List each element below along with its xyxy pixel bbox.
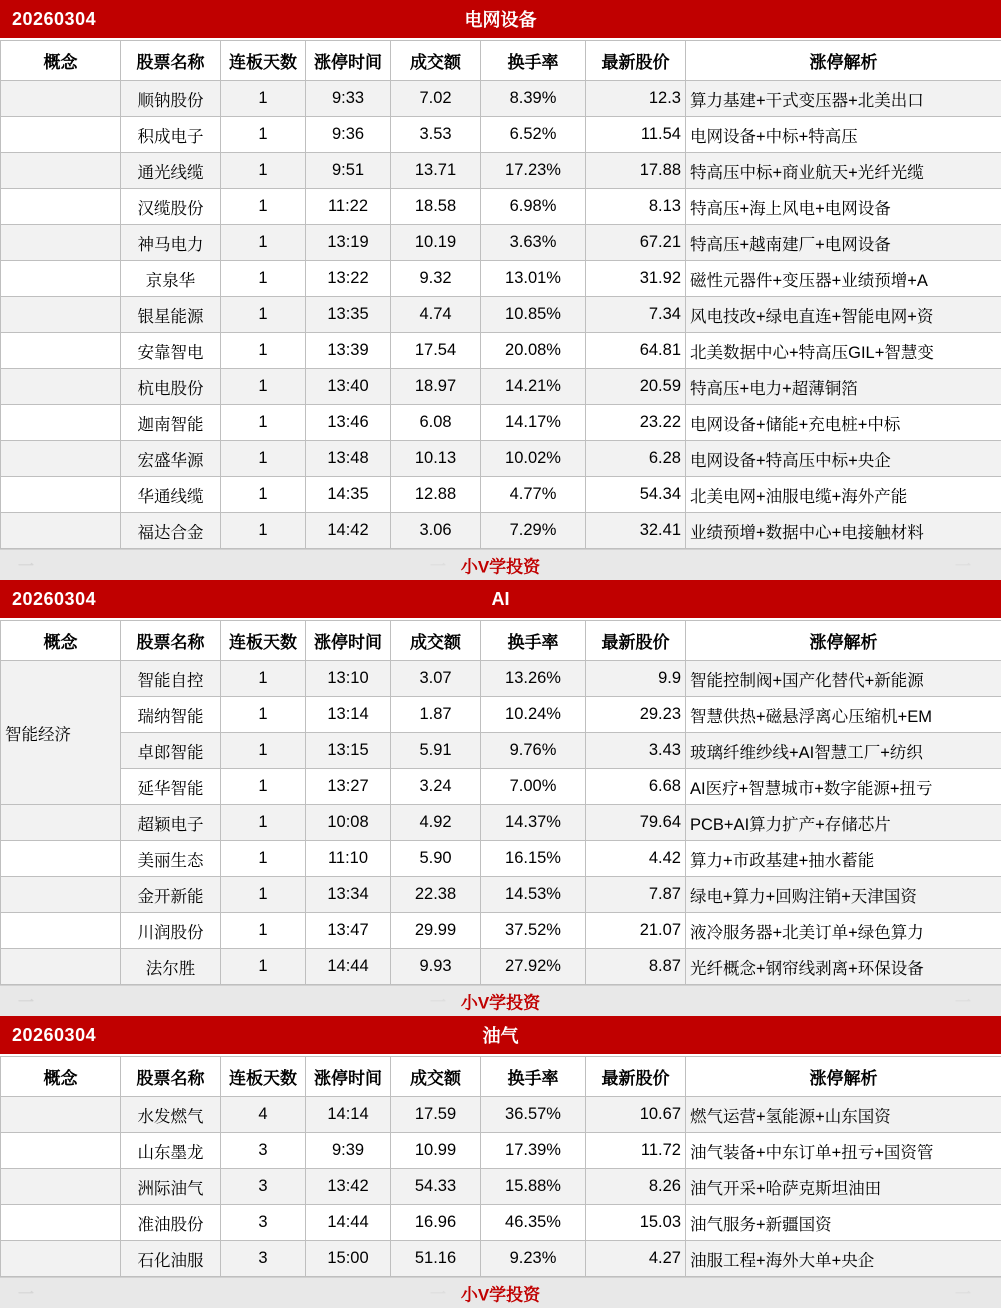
cell-analysis: 油气开采+哈萨克斯坦油田 (686, 1169, 1001, 1205)
section-header (0, 1016, 1001, 1056)
cell-stock-name: 山东墨龙 (121, 1133, 221, 1169)
column-header-analysis: 涨停解析 (686, 1057, 1001, 1097)
cell-concept (1, 405, 121, 441)
table-row (1, 297, 1001, 333)
watermark-ghost-left: 一 (18, 1282, 34, 1305)
cell-concept (1, 1097, 121, 1133)
column-header-name: 股票名称 (121, 41, 221, 81)
cell-turnover-amount: 17.59 (391, 1097, 481, 1133)
table-row (1, 913, 1001, 949)
watermark-ghost-left: 一 (18, 554, 34, 577)
cell-turnover-rate: 15.88% (481, 1169, 586, 1205)
table-row (1, 225, 1001, 261)
cell-consecutive-days: 1 (221, 261, 306, 297)
cell-analysis: 磁性元器件+变压器+业绩预增+A (686, 261, 1001, 297)
cell-turnover-rate: 4.77% (481, 477, 586, 513)
cell-turnover-amount: 18.58 (391, 189, 481, 225)
cell-consecutive-days: 3 (221, 1241, 306, 1277)
cell-consecutive-days: 1 (221, 913, 306, 949)
cell-stock-name: 金开新能 (121, 877, 221, 913)
table-row (1, 117, 1001, 153)
cell-latest-price: 29.23 (586, 697, 686, 733)
cell-analysis: 智能控制阀+国产化替代+新能源 (686, 661, 1001, 697)
cell-consecutive-days: 1 (221, 877, 306, 913)
cell-stock-name: 京泉华 (121, 261, 221, 297)
cell-latest-price: 17.88 (586, 153, 686, 189)
cell-stock-name: 神马电力 (121, 225, 221, 261)
column-header-amount: 成交额 (391, 41, 481, 81)
cell-concept (1, 333, 121, 369)
table-row (1, 949, 1001, 985)
table-row (1, 477, 1001, 513)
cell-consecutive-days: 1 (221, 405, 306, 441)
cell-stock-name: 瑞纳智能 (121, 697, 221, 733)
cell-analysis: 油服工程+海外大单+央企 (686, 1241, 1001, 1277)
column-header-days: 连板天数 (221, 41, 306, 81)
cell-stock-name: 法尔胜 (121, 949, 221, 985)
column-header-turnover: 换手率 (481, 1057, 586, 1097)
cell-turnover-rate: 16.15% (481, 841, 586, 877)
cell-turnover-rate: 37.52% (481, 913, 586, 949)
cell-latest-price: 4.27 (586, 1241, 686, 1277)
cell-turnover-amount: 5.91 (391, 733, 481, 769)
cell-turnover-amount: 51.16 (391, 1241, 481, 1277)
table-row (1, 405, 1001, 441)
section-title: 电网设备 (0, 6, 1001, 32)
table-row (1, 189, 1001, 225)
cell-turnover-amount: 6.08 (391, 405, 481, 441)
section-date: 20260304 (0, 589, 96, 610)
cell-latest-price: 23.22 (586, 405, 686, 441)
cell-turnover-amount: 18.97 (391, 369, 481, 405)
cell-latest-price: 8.26 (586, 1169, 686, 1205)
stock-table (0, 1056, 1001, 1277)
cell-turnover-rate: 7.29% (481, 513, 586, 549)
cell-analysis: 电网设备+特高压中标+央企 (686, 441, 1001, 477)
table-row (1, 697, 1001, 733)
cell-concept (1, 913, 121, 949)
cell-latest-price: 8.13 (586, 189, 686, 225)
cell-stock-name: 汉缆股份 (121, 189, 221, 225)
cell-latest-price: 64.81 (586, 333, 686, 369)
cell-stock-name: 通光线缆 (121, 153, 221, 189)
cell-turnover-rate: 10.24% (481, 697, 586, 733)
cell-analysis: 特高压中标+商业航天+光纤光缆 (686, 153, 1001, 189)
cell-stock-name: 延华智能 (121, 769, 221, 805)
stock-table (0, 40, 1001, 549)
cell-turnover-rate: 20.08% (481, 333, 586, 369)
cell-turnover-amount: 4.74 (391, 297, 481, 333)
cell-limit-up-time: 13:27 (306, 769, 391, 805)
cell-analysis: 光纤概念+钢帘线剥离+环保设备 (686, 949, 1001, 985)
column-header-time: 涨停时间 (306, 1057, 391, 1097)
cell-latest-price: 12.3 (586, 81, 686, 117)
cell-consecutive-days: 1 (221, 333, 306, 369)
cell-turnover-amount: 16.96 (391, 1205, 481, 1241)
cell-concept (1, 1133, 121, 1169)
cell-analysis: 电网设备+储能+充电桩+中标 (686, 405, 1001, 441)
watermark-strip (0, 1277, 1001, 1308)
cell-latest-price: 67.21 (586, 225, 686, 261)
cell-concept (1, 877, 121, 913)
cell-turnover-rate: 3.63% (481, 225, 586, 261)
cell-latest-price: 20.59 (586, 369, 686, 405)
table-header-row (1, 1057, 1001, 1097)
cell-turnover-rate: 14.53% (481, 877, 586, 913)
cell-turnover-rate: 17.39% (481, 1133, 586, 1169)
cell-turnover-amount: 7.02 (391, 81, 481, 117)
cell-analysis: 电网设备+中标+特高压 (686, 117, 1001, 153)
cell-limit-up-time: 13:40 (306, 369, 391, 405)
cell-analysis: 燃气运营+氢能源+山东国资 (686, 1097, 1001, 1133)
cell-analysis: 特高压+海上风电+电网设备 (686, 189, 1001, 225)
cell-turnover-rate: 9.23% (481, 1241, 586, 1277)
cell-turnover-amount: 10.19 (391, 225, 481, 261)
cell-concept (1, 261, 121, 297)
cell-turnover-rate: 8.39% (481, 81, 586, 117)
cell-latest-price: 8.87 (586, 949, 686, 985)
column-header-analysis: 涨停解析 (686, 621, 1001, 661)
cell-analysis: 风电技改+绿电直连+智能电网+资 (686, 297, 1001, 333)
cell-limit-up-time: 11:10 (306, 841, 391, 877)
cell-concept (1, 81, 121, 117)
cell-turnover-amount: 17.54 (391, 333, 481, 369)
cell-limit-up-time: 13:46 (306, 405, 391, 441)
cell-analysis: 智慧供热+磁悬浮离心压缩机+EM (686, 697, 1001, 733)
cell-analysis: 液冷服务器+北美订单+绿色算力 (686, 913, 1001, 949)
cell-latest-price: 32.41 (586, 513, 686, 549)
section-date: 20260304 (0, 9, 96, 30)
section-header (0, 580, 1001, 620)
column-header-turnover: 换手率 (481, 621, 586, 661)
cell-turnover-amount: 5.90 (391, 841, 481, 877)
table-row (1, 733, 1001, 769)
watermark-ghost-mid: 一 (430, 990, 446, 1013)
cell-consecutive-days: 3 (221, 1169, 306, 1205)
cell-consecutive-days: 1 (221, 441, 306, 477)
cell-turnover-amount: 10.13 (391, 441, 481, 477)
table-header-row (1, 621, 1001, 661)
cell-consecutive-days: 4 (221, 1097, 306, 1133)
cell-limit-up-time: 14:44 (306, 1205, 391, 1241)
cell-turnover-amount: 54.33 (391, 1169, 481, 1205)
cell-consecutive-days: 3 (221, 1133, 306, 1169)
cell-concept (1, 153, 121, 189)
cell-latest-price: 11.54 (586, 117, 686, 153)
cell-turnover-amount: 12.88 (391, 477, 481, 513)
cell-stock-name: 积成电子 (121, 117, 221, 153)
cell-turnover-rate: 17.23% (481, 153, 586, 189)
cell-consecutive-days: 1 (221, 513, 306, 549)
cell-turnover-amount: 9.93 (391, 949, 481, 985)
table-row (1, 81, 1001, 117)
cell-limit-up-time: 9:39 (306, 1133, 391, 1169)
cell-turnover-rate: 6.52% (481, 117, 586, 153)
cell-stock-name: 银星能源 (121, 297, 221, 333)
cell-stock-name: 迦南智能 (121, 405, 221, 441)
table-row (1, 1241, 1001, 1277)
column-header-price: 最新股价 (586, 1057, 686, 1097)
column-header-turnover: 换手率 (481, 41, 586, 81)
cell-limit-up-time: 14:44 (306, 949, 391, 985)
cell-stock-name: 智能自控 (121, 661, 221, 697)
cell-concept (1, 1241, 121, 1277)
cell-concept (1, 841, 121, 877)
cell-concept (1, 949, 121, 985)
cell-analysis: 油气装备+中东订单+扭亏+国资管 (686, 1133, 1001, 1169)
cell-consecutive-days: 1 (221, 189, 306, 225)
cell-latest-price: 6.28 (586, 441, 686, 477)
cell-turnover-amount: 4.92 (391, 805, 481, 841)
table-row (1, 1169, 1001, 1205)
cell-concept (1, 1205, 121, 1241)
watermark-ghost-right: 一 (955, 554, 971, 577)
cell-limit-up-time: 9:33 (306, 81, 391, 117)
watermark-ghost-right: 一 (955, 1282, 971, 1305)
cell-turnover-amount: 3.53 (391, 117, 481, 153)
cell-limit-up-time: 11:22 (306, 189, 391, 225)
cell-turnover-rate: 14.37% (481, 805, 586, 841)
cell-concept (1, 441, 121, 477)
table-row (1, 1097, 1001, 1133)
table-row (1, 261, 1001, 297)
cell-limit-up-time: 13:14 (306, 697, 391, 733)
cell-stock-name: 卓郎智能 (121, 733, 221, 769)
cell-concept (1, 1169, 121, 1205)
table-row (1, 1205, 1001, 1241)
cell-latest-price: 3.43 (586, 733, 686, 769)
cell-limit-up-time: 13:10 (306, 661, 391, 697)
cell-consecutive-days: 1 (221, 117, 306, 153)
cell-analysis: PCB+AI算力扩产+存储芯片 (686, 805, 1001, 841)
cell-limit-up-time: 13:47 (306, 913, 391, 949)
column-header-days: 连板天数 (221, 621, 306, 661)
cell-analysis: 算力基建+干式变压器+北美出口 (686, 81, 1001, 117)
cell-concept (1, 477, 121, 513)
section-header (0, 0, 1001, 40)
column-header-time: 涨停时间 (306, 41, 391, 81)
cell-latest-price: 10.67 (586, 1097, 686, 1133)
table-row (1, 369, 1001, 405)
cell-latest-price: 15.03 (586, 1205, 686, 1241)
cell-consecutive-days: 1 (221, 81, 306, 117)
cell-latest-price: 6.68 (586, 769, 686, 805)
cell-stock-name: 川润股份 (121, 913, 221, 949)
cell-stock-name: 超颖电子 (121, 805, 221, 841)
cell-concept: 智能经济 (1, 661, 121, 805)
section-title: 油气 (0, 1022, 1001, 1048)
stock-table (0, 620, 1001, 985)
cell-latest-price: 7.87 (586, 877, 686, 913)
column-header-name: 股票名称 (121, 1057, 221, 1097)
cell-consecutive-days: 1 (221, 477, 306, 513)
cell-stock-name: 华通线缆 (121, 477, 221, 513)
cell-turnover-rate: 7.00% (481, 769, 586, 805)
cell-limit-up-time: 9:51 (306, 153, 391, 189)
cell-turnover-amount: 9.32 (391, 261, 481, 297)
watermark-text: 小V学投资 (0, 989, 1001, 1014)
column-header-concept: 概念 (1, 621, 121, 661)
cell-turnover-amount: 3.07 (391, 661, 481, 697)
cell-consecutive-days: 1 (221, 841, 306, 877)
cell-stock-name: 杭电股份 (121, 369, 221, 405)
watermark-strip (0, 549, 1001, 580)
cell-latest-price: 21.07 (586, 913, 686, 949)
cell-latest-price: 79.64 (586, 805, 686, 841)
cell-consecutive-days: 1 (221, 661, 306, 697)
cell-turnover-rate: 6.98% (481, 189, 586, 225)
table-row (1, 441, 1001, 477)
table-row (1, 841, 1001, 877)
cell-concept (1, 225, 121, 261)
cell-turnover-amount: 1.87 (391, 697, 481, 733)
table-row (1, 769, 1001, 805)
column-header-amount: 成交额 (391, 1057, 481, 1097)
column-header-price: 最新股价 (586, 621, 686, 661)
column-header-amount: 成交额 (391, 621, 481, 661)
cell-analysis: 北美电网+油服电缆+海外产能 (686, 477, 1001, 513)
cell-limit-up-time: 13:15 (306, 733, 391, 769)
cell-limit-up-time: 13:39 (306, 333, 391, 369)
cell-analysis: 绿电+算力+回购注销+天津国资 (686, 877, 1001, 913)
cell-latest-price: 7.34 (586, 297, 686, 333)
cell-turnover-rate: 46.35% (481, 1205, 586, 1241)
cell-turnover-amount: 22.38 (391, 877, 481, 913)
cell-limit-up-time: 13:19 (306, 225, 391, 261)
cell-stock-name: 宏盛华源 (121, 441, 221, 477)
watermark-ghost-left: 一 (18, 990, 34, 1013)
cell-consecutive-days: 1 (221, 297, 306, 333)
cell-concept (1, 369, 121, 405)
column-header-name: 股票名称 (121, 621, 221, 661)
section-title: AI (0, 589, 1001, 610)
cell-consecutive-days: 1 (221, 153, 306, 189)
cell-limit-up-time: 14:42 (306, 513, 391, 549)
cell-concept (1, 297, 121, 333)
cell-stock-name: 准油股份 (121, 1205, 221, 1241)
cell-latest-price: 9.9 (586, 661, 686, 697)
cell-turnover-amount: 13.71 (391, 153, 481, 189)
column-header-analysis: 涨停解析 (686, 41, 1001, 81)
cell-analysis: 算力+市政基建+抽水蓄能 (686, 841, 1001, 877)
cell-limit-up-time: 10:08 (306, 805, 391, 841)
cell-limit-up-time: 15:00 (306, 1241, 391, 1277)
cell-turnover-rate: 13.26% (481, 661, 586, 697)
table-row (1, 661, 1001, 697)
cell-analysis: 玻璃纤维纱线+AI智慧工厂+纺织 (686, 733, 1001, 769)
cell-turnover-amount: 3.06 (391, 513, 481, 549)
cell-analysis: 特高压+电力+超薄铜箔 (686, 369, 1001, 405)
cell-turnover-rate: 14.17% (481, 405, 586, 441)
cell-concept (1, 189, 121, 225)
cell-stock-name: 洲际油气 (121, 1169, 221, 1205)
cell-turnover-rate: 14.21% (481, 369, 586, 405)
watermark-ghost-mid: 一 (430, 1282, 446, 1305)
cell-limit-up-time: 13:42 (306, 1169, 391, 1205)
watermark-text: 小V学投资 (0, 1281, 1001, 1306)
cell-consecutive-days: 1 (221, 697, 306, 733)
cell-turnover-amount: 10.99 (391, 1133, 481, 1169)
cell-turnover-amount: 3.24 (391, 769, 481, 805)
cell-limit-up-time: 13:34 (306, 877, 391, 913)
cell-turnover-rate: 36.57% (481, 1097, 586, 1133)
cell-analysis: 特高压+越南建厂+电网设备 (686, 225, 1001, 261)
cell-stock-name: 福达合金 (121, 513, 221, 549)
table-row (1, 1133, 1001, 1169)
cell-latest-price: 11.72 (586, 1133, 686, 1169)
watermark-ghost-mid: 一 (430, 554, 446, 577)
table-row (1, 333, 1001, 369)
table-row (1, 877, 1001, 913)
cell-consecutive-days: 1 (221, 733, 306, 769)
cell-limit-up-time: 14:35 (306, 477, 391, 513)
cell-stock-name: 美丽生态 (121, 841, 221, 877)
cell-analysis: AI医疗+智慧城市+数字能源+扭亏 (686, 769, 1001, 805)
cell-consecutive-days: 1 (221, 369, 306, 405)
cell-consecutive-days: 1 (221, 805, 306, 841)
table-row (1, 513, 1001, 549)
cell-stock-name: 顺钠股份 (121, 81, 221, 117)
cell-consecutive-days: 3 (221, 1205, 306, 1241)
cell-limit-up-time: 13:22 (306, 261, 391, 297)
cell-concept (1, 513, 121, 549)
cell-consecutive-days: 1 (221, 225, 306, 261)
watermark-text: 小V学投资 (0, 553, 1001, 578)
cell-stock-name: 水发燃气 (121, 1097, 221, 1133)
cell-turnover-rate: 9.76% (481, 733, 586, 769)
column-header-concept: 概念 (1, 1057, 121, 1097)
cell-limit-up-time: 14:14 (306, 1097, 391, 1133)
watermark-strip (0, 985, 1001, 1016)
cell-latest-price: 31.92 (586, 261, 686, 297)
column-header-price: 最新股价 (586, 41, 686, 81)
cell-turnover-rate: 13.01% (481, 261, 586, 297)
column-header-concept: 概念 (1, 41, 121, 81)
table-row (1, 153, 1001, 189)
cell-analysis: 油气服务+新疆国资 (686, 1205, 1001, 1241)
cell-turnover-amount: 29.99 (391, 913, 481, 949)
cell-latest-price: 54.34 (586, 477, 686, 513)
watermark-ghost-right: 一 (955, 990, 971, 1013)
section-date: 20260304 (0, 1025, 96, 1046)
cell-concept (1, 117, 121, 153)
cell-turnover-rate: 27.92% (481, 949, 586, 985)
cell-turnover-rate: 10.85% (481, 297, 586, 333)
cell-limit-up-time: 9:36 (306, 117, 391, 153)
cell-latest-price: 4.42 (586, 841, 686, 877)
cell-consecutive-days: 1 (221, 949, 306, 985)
cell-stock-name: 石化油服 (121, 1241, 221, 1277)
cell-analysis: 业绩预增+数据中心+电接触材料 (686, 513, 1001, 549)
cell-consecutive-days: 1 (221, 769, 306, 805)
table-row (1, 805, 1001, 841)
column-header-time: 涨停时间 (306, 621, 391, 661)
column-header-days: 连板天数 (221, 1057, 306, 1097)
table-header-row (1, 41, 1001, 81)
cell-analysis: 北美数据中心+特高压GIL+智慧变 (686, 333, 1001, 369)
cell-turnover-rate: 10.02% (481, 441, 586, 477)
cell-limit-up-time: 13:35 (306, 297, 391, 333)
cell-concept (1, 805, 121, 841)
cell-limit-up-time: 13:48 (306, 441, 391, 477)
cell-stock-name: 安靠智电 (121, 333, 221, 369)
